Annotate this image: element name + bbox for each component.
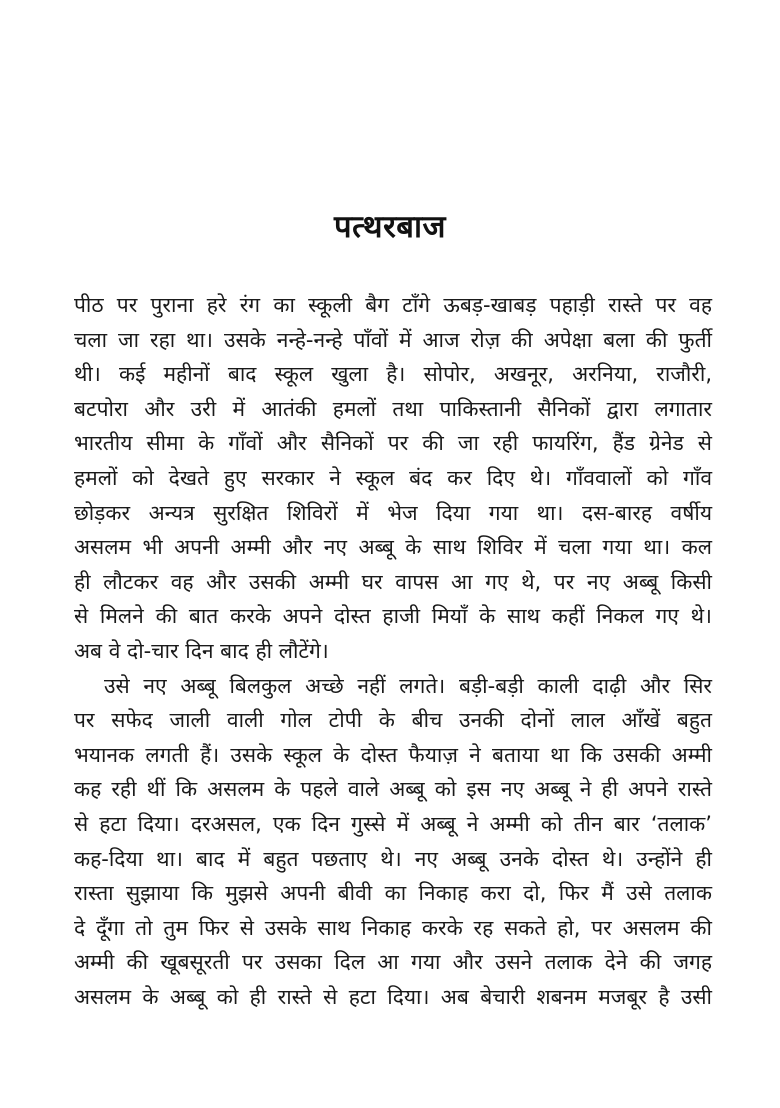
paragraph-2 (74, 669, 712, 1015)
text-line: से हटा दिया। दरअसल, एक दिन गुस्से में अब्बू ने अम्मी को तीन बार ‘तलाक’ (74, 811, 712, 836)
text-line: भारतीय सीमा के गाँवों और सैनिकों पर की जा रही फायरिंग, हैंड ग्रेनेड से (74, 431, 712, 456)
text-line: छोड़कर अन्यत्र सुरक्षित शिविरों में भेज दिया गया था। दस-बारह वर्षीय (74, 500, 712, 525)
text-line: से मिलने की बात करके अपने दोस्त हाजी मियाँ के साथ कहीं निकल गए थे। (74, 604, 712, 629)
text-line: पर सफेद जाली वाली गोल टोपी के बीच उनकी दोनों लाल आँखें बहुत (74, 708, 712, 733)
body-text (74, 288, 712, 1014)
text-line: रास्ता सुझाया कि मुझसे अपनी बीवी का निकाह करा दो, फिर मैं उसे तलाक (74, 881, 712, 906)
chapter-title: पत्थरबाज (333, 209, 447, 245)
text-line: थी। कई महीनों बाद स्कूल खुला है। सोपोर, अखनूर, अरनिया, राजौरी, (74, 362, 712, 387)
text-line: असलम के अब्बू को ही रास्ते से हटा दिया। अब बेचारी शबनम मजबूर है उसी (74, 984, 712, 1009)
text-line: चला जा रहा था। उसके नन्हे-नन्हे पाँवों में आज रोज़ की अपेक्षा बला की फुर्ती (74, 327, 712, 352)
text-line: बटपोरा और उरी में आतंकी हमलों तथा पाकिस्तानी सैनिकों द्वारा लगातार (74, 396, 712, 421)
text-line: अब वे दो-चार दिन बाद ही लौटेंगे। (74, 638, 329, 663)
paragraph-1 (74, 288, 712, 669)
text-line: पीठ पर पुराना हरे रंग का स्कूली बैग टाँगे ऊबड़-खाबड़ पहाड़ी रास्ते पर वह (74, 293, 712, 317)
text-line: ही लौटकर वह और उसकी अम्मी घर वापस आ गए थे, पर नए अब्बू किसी (74, 569, 712, 594)
text-line: हमलों को देखते हुए सरकार ने स्कूल बंद कर दिए थे। गाँववालों को गाँव (74, 465, 712, 490)
text-line: अम्मी की खूबसूरती पर उसका दिल आ गया और उसने तलाक देने की जगह (74, 950, 712, 975)
text-line: कह-दिया था। बाद में बहुत पछताए थे। नए अब्बू उनके दोस्त थे। उन्होंने ही (74, 846, 712, 871)
text-line: भयानक लगती हैं। उसके स्कूल के दोस्त फैयाज़ ने बताया था कि उसकी अम्मी (74, 742, 712, 767)
text-line: असलम भी अपनी अम्मी और नए अब्बू के साथ शिविर में चला गया था। कल (74, 535, 712, 560)
text-line: दे दूँगा तो तुम फिर से उसके साथ निकाह करके रह सकते हो, पर असलम की (74, 915, 712, 940)
text-line: कह रही थीं कि असलम के पहले वाले अब्बू को इस नए अब्बू ने ही अपने रास्ते (74, 777, 712, 802)
text-line: उसे नए अब्बू बिलकुल अच्छे नहीं लगते। बड़ी-बड़ी काली दाढ़ी और सिर (104, 673, 712, 698)
